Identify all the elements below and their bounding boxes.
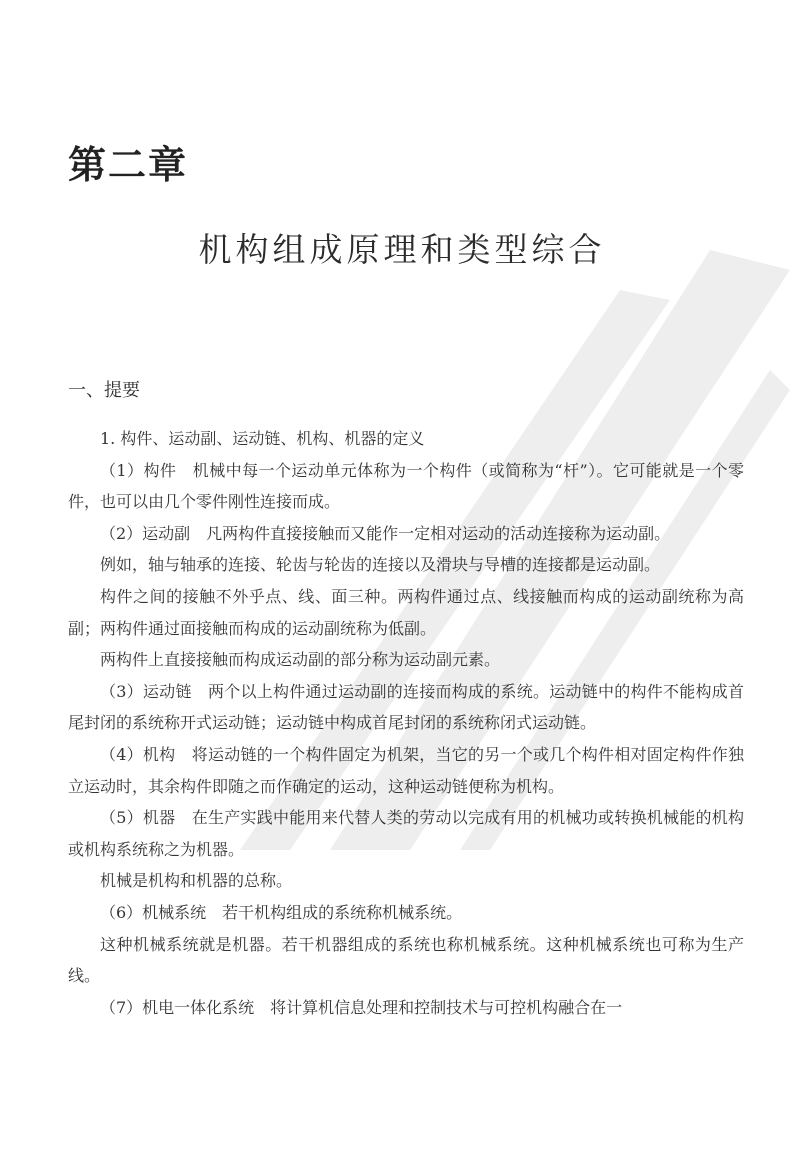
paragraph: （1）构件 机械中每一个运动单元体称为一个构件（或简称为“杆”）。它可能就是一个零件，也可以由几个零件刚性连接而成。 [68, 460, 744, 512]
paragraph: （6）机械系统 若干机构组成的系统称机械系统。 [100, 902, 463, 922]
chapter-number: 第二章 [68, 143, 189, 187]
paragraph: （7）机电一体化系统 将计算机信息处理和控制技术与可控机构融合在一 [100, 997, 623, 1017]
body-text [68, 423, 744, 1023]
paragraph: （5）机器 在生产实践中能用来代替人类的劳动以完成有用的机械功或转换机械能的机构或机构系统称之为机器。 [68, 808, 744, 859]
paragraph: 1. 构件、运动副、运动链、机构、机器的定义 [100, 429, 425, 448]
chapter-title: 机构组成原理和类型综合 [198, 230, 606, 269]
paragraph: 机械是机构和机器的总称。 [100, 871, 293, 891]
section-heading: 一、提要 [68, 380, 140, 401]
paragraph: 例如，轴与轴承的连接、轮齿与轮齿的连接以及滑块与导槽的连接都是运动副。 [100, 555, 661, 575]
paragraph: （4）机构 将运动链的一个构件固定为机架，当它的另一个或几个构件相对固定构件作独立运动时，其余构件即随之而作确定的运动，这种运动链便称为机构。 [68, 744, 744, 796]
paragraph: （2）运动副 凡两构件直接接触而又能作一定相对运动的活动连接称为运动副。 [100, 523, 671, 543]
paragraph: 这种机械系统就是机器。若干机器组成的系统也称机械系统。这种机械系统也可称为生产线。 [68, 934, 744, 986]
paragraph: （3）运动链 两个以上构件通过运动副的连接而构成的系统。运动链中的构件不能构成首尾封闭的系统称开式运动链；运动链中构成首尾封闭的系统称闭式运动链。 [68, 681, 744, 733]
paragraph: 构件之间的接触不外乎点、线、面三种。两构件通过点、线接触而构成的运动副统称为高副；两构件通过面接触而构成的运动副统称为低副。 [68, 586, 744, 638]
paragraph: 两构件上直接接触而构成运动副的部分称为运动副元素。 [100, 650, 501, 670]
